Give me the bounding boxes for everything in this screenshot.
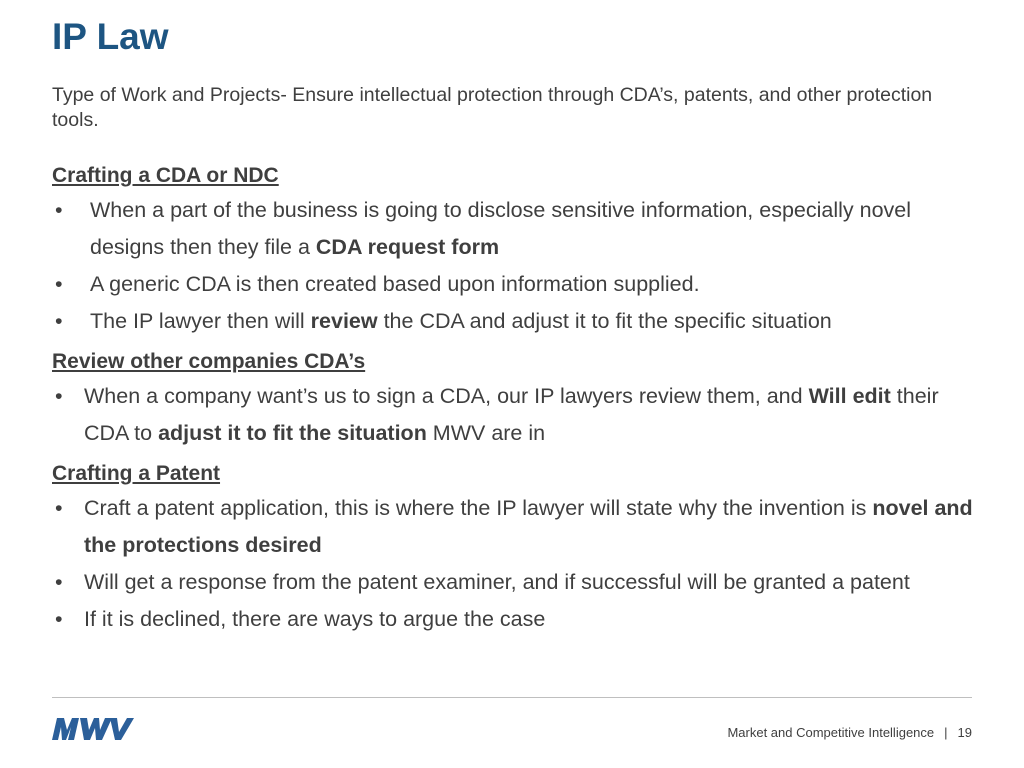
bullet-emphasis: CDA request form bbox=[315, 235, 500, 259]
section-review-cdas bbox=[52, 346, 982, 452]
list-item bbox=[52, 601, 982, 638]
list-item bbox=[52, 564, 982, 601]
footer-separator: | bbox=[944, 725, 948, 740]
bullet-text: Craft a patent application, this is where the IP lawyer will state why the invention is bbox=[84, 496, 873, 520]
footer-divider bbox=[52, 697, 972, 698]
bullet-list bbox=[52, 490, 982, 638]
bullet-emphasis: adjust it to fit the situation bbox=[158, 421, 427, 445]
footer-label: Market and Competitive Intelligence bbox=[727, 725, 935, 740]
list-item bbox=[52, 378, 982, 452]
slide-body bbox=[52, 160, 982, 644]
bullet-emphasis: Will edit bbox=[808, 384, 891, 408]
slide-title: IP Law bbox=[52, 16, 169, 57]
list-item bbox=[52, 266, 982, 303]
bullet-text: When a part of the business is going to disclose sensitive information, especially novel designs then they file a bbox=[90, 198, 912, 259]
bullet-text: When a company want’s us to sign a CDA, our IP lawyers review them, and bbox=[84, 384, 809, 408]
bullet-text: A generic CDA is then created based upon information supplied. bbox=[90, 272, 700, 296]
page-number: 19 bbox=[957, 725, 972, 740]
bullet-text: MWV are in bbox=[426, 421, 546, 445]
bullet-text: Will get a response from the patent examiner, and if successful will be granted a patent bbox=[84, 570, 910, 594]
mwv-logo-mark bbox=[52, 718, 134, 740]
section-crafting-cda bbox=[52, 160, 982, 340]
bullet-list bbox=[52, 192, 982, 340]
list-item bbox=[52, 490, 982, 564]
section-heading: Crafting a Patent bbox=[52, 462, 221, 485]
section-heading: Review other companies CDA’s bbox=[52, 350, 366, 373]
bullet-list bbox=[52, 378, 982, 452]
section-crafting-patent bbox=[52, 458, 982, 638]
bullet-emphasis: review bbox=[310, 309, 378, 333]
bullet-text: their CDA to bbox=[84, 384, 939, 445]
section-heading: Crafting a CDA or NDC bbox=[52, 164, 279, 187]
bullet-text: the CDA and adjust it to fit the specific situation bbox=[377, 309, 832, 333]
list-item bbox=[52, 192, 982, 266]
footer bbox=[727, 725, 972, 740]
mwv-logo bbox=[52, 716, 134, 742]
bullet-emphasis: novel and the protections desired bbox=[84, 496, 973, 557]
bullet-text: If it is declined, there are ways to argue the case bbox=[84, 607, 546, 631]
bullet-text: The IP lawyer then will bbox=[90, 309, 311, 333]
slide-subtitle: Type of Work and Projects- Ensure intellectual protection through CDA’s, patents, and other protection tools. bbox=[52, 84, 933, 131]
list-item bbox=[52, 303, 982, 340]
